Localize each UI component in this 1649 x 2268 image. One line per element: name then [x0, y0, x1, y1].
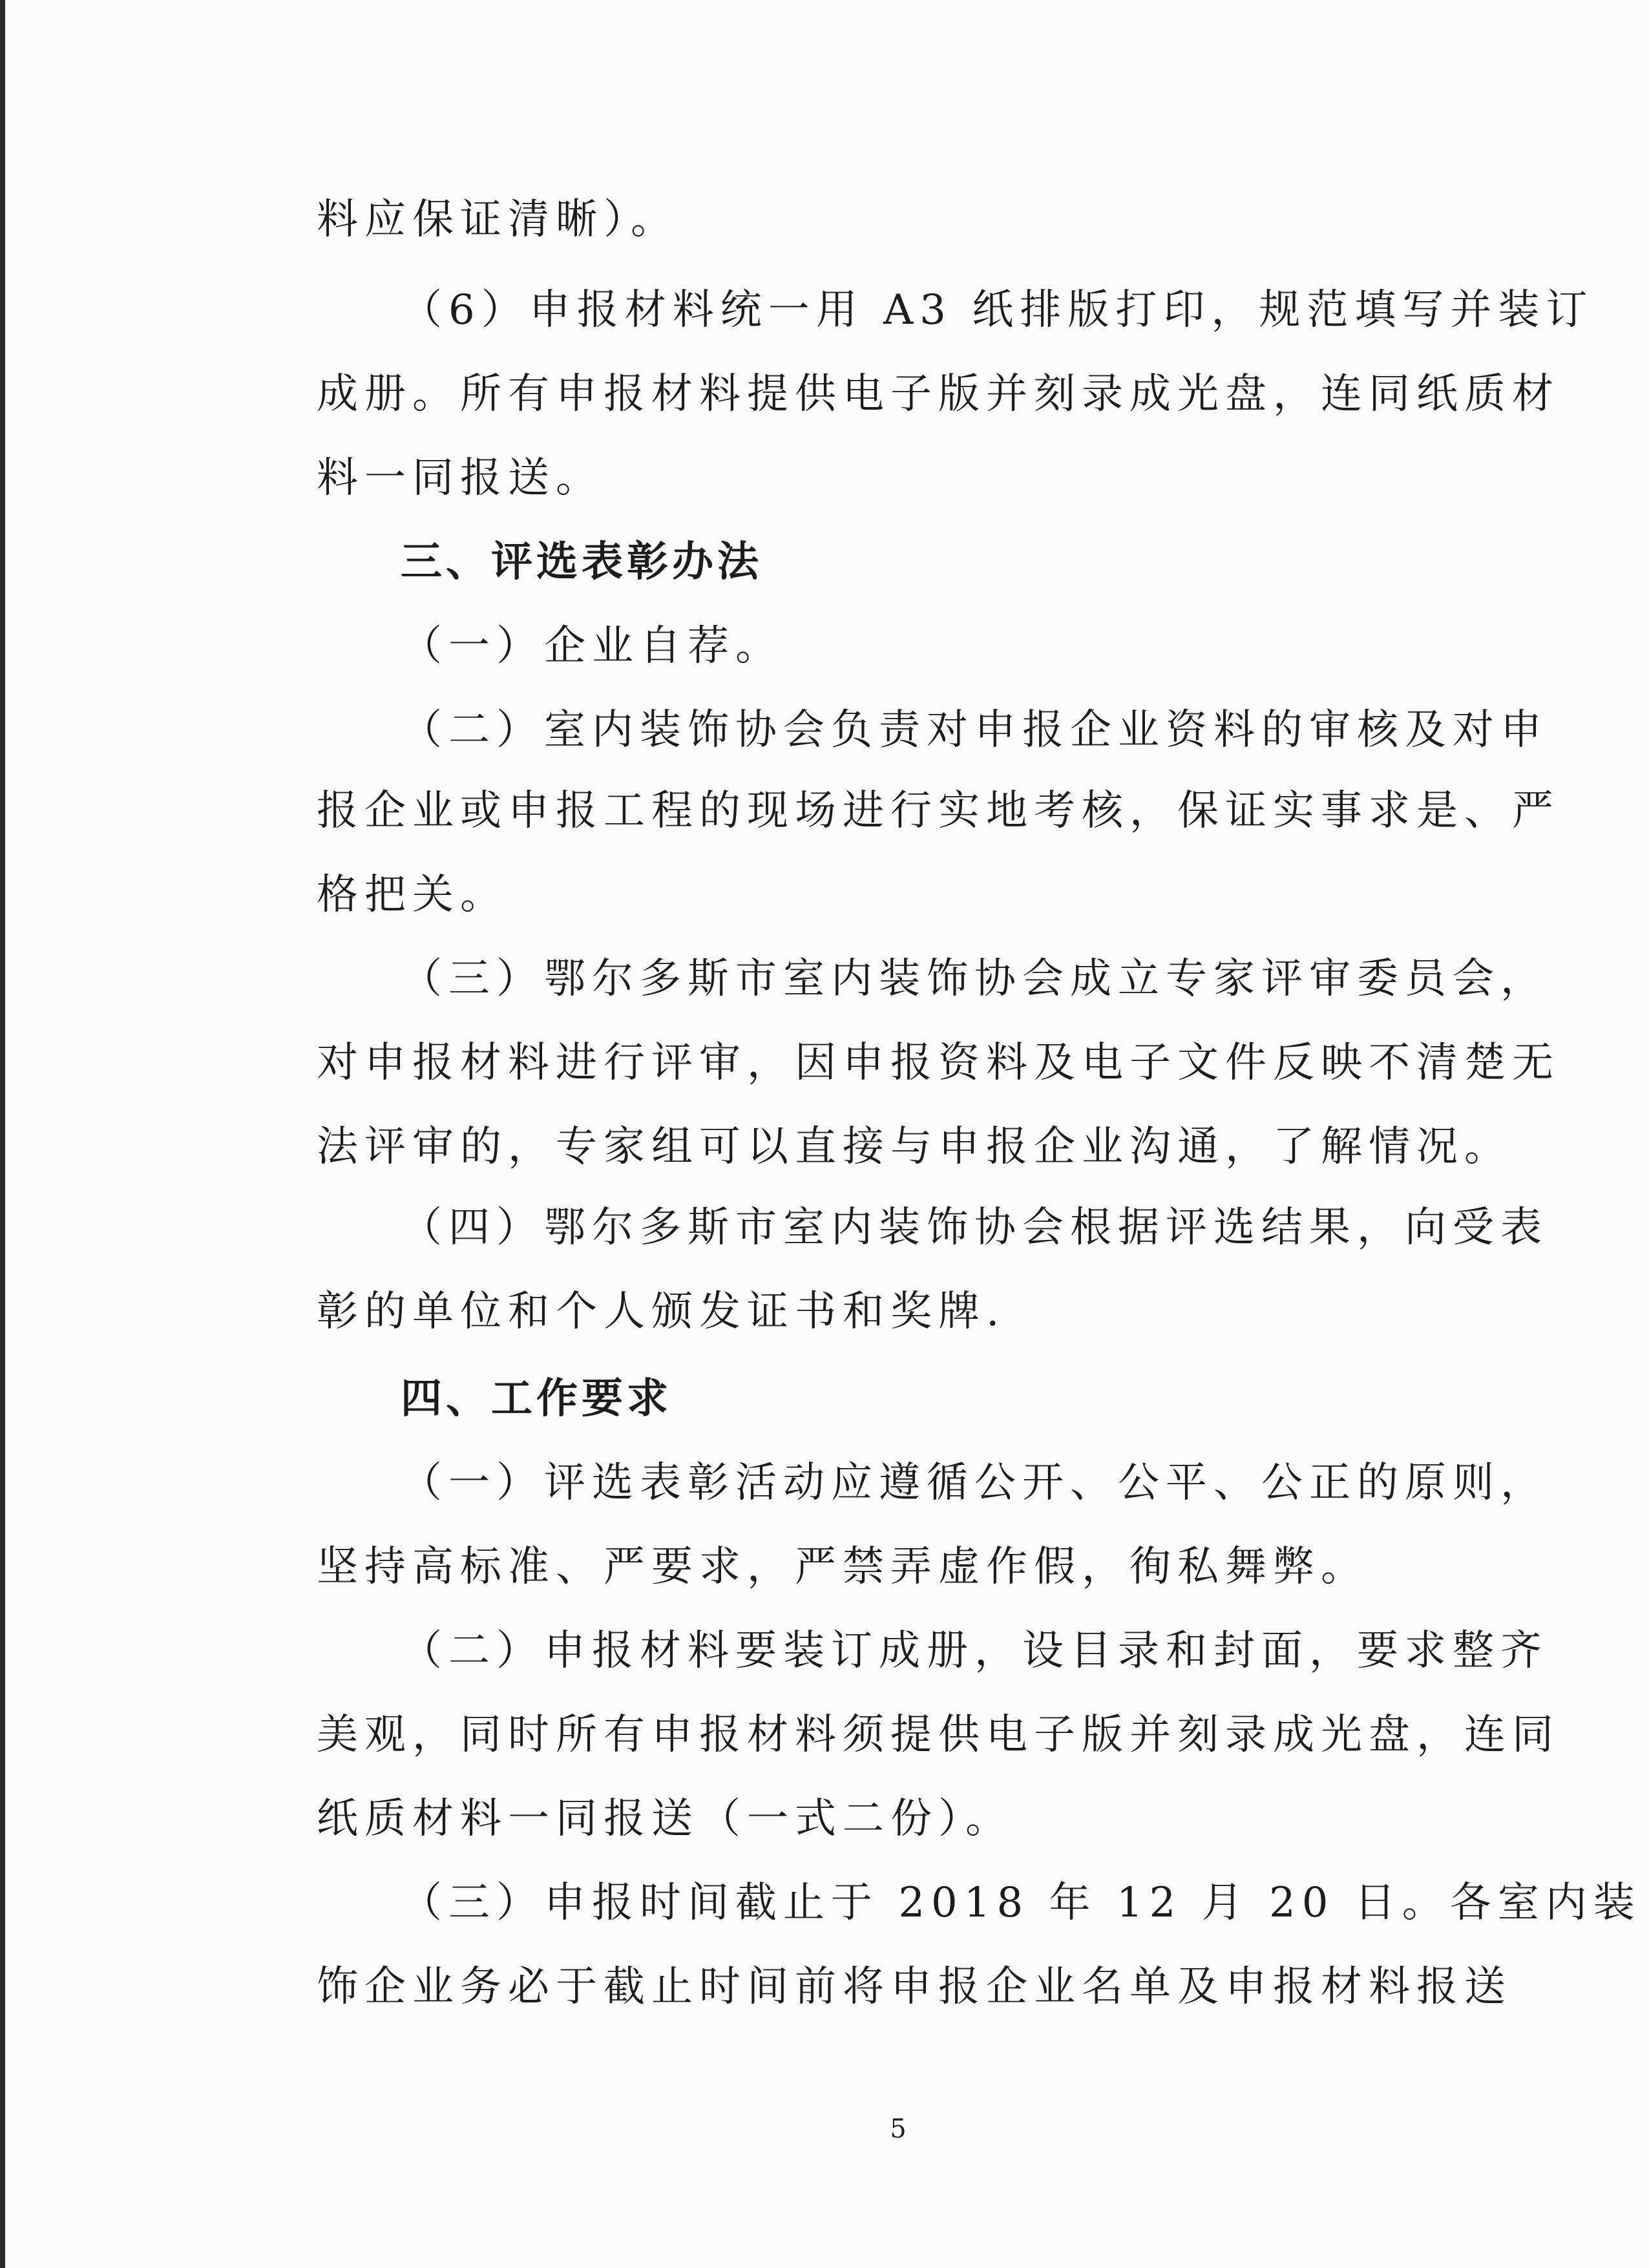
text-line-11: 对申报材料进行评审，因申报资料及电子文件反映不清楚无 [317, 1039, 1560, 1087]
text-line-17: 坚持高标准、严要求，严禁弄虚作假，徇私舞弊。 [317, 1543, 1369, 1591]
text-line-14: 彰的单位和个人颁发证书和奖牌. [317, 1288, 1006, 1336]
text-line-13: （四）鄂尔多斯市室内装饰协会根据评选结果，向受表 [401, 1204, 1548, 1252]
text-line-7: （二）室内装饰协会负责对申报企业资料的审核及对申 [401, 706, 1548, 754]
text-line-18: （二）申报材料要装订成册，设目录和封面，要求整齐 [401, 1627, 1548, 1675]
text-line-4: 料一同报送。 [317, 454, 604, 502]
text-line-12: 法评审的，专家组可以直接与申报企业沟通，了解情况。 [317, 1123, 1512, 1171]
text-line-16: （一）评选表彰活动应遵循公开、公平、公正的原则， [401, 1459, 1548, 1507]
text-line-1: 料应保证清晰）。 [317, 196, 678, 244]
text-line-22: 饰企业务必于截止时间前将申报企业名单及申报材料报送 [317, 1963, 1512, 2011]
text-line-2: （6）申报材料统一用 A3 纸排版打印，规范填写并装订 [401, 286, 1594, 334]
page-number: 5 [890, 2114, 907, 2144]
text-line-8: 报企业或申报工程的现场进行实地考核，保证实事求是、严 [317, 787, 1560, 835]
text-line-9: 格把关。 [317, 871, 508, 919]
text-line-20: 纸质材料一同报送（一式二份）。 [317, 1795, 1013, 1843]
text-line-21: （三）申报时间截止于 2018 年 12 月 20 日。各室内装 [401, 1879, 1641, 1927]
text-line-10: （三）鄂尔多斯市室内装饰协会成立专家评审委员会， [401, 955, 1548, 1003]
section-heading-4: 四、工作要求 [401, 1375, 672, 1423]
section-heading-3: 三、评选表彰办法 [401, 538, 762, 586]
text-line-19: 美观，同时所有申报材料须提供电子版并刻录成光盘，连同 [317, 1711, 1560, 1759]
text-line-6: （一）企业自荐。 [401, 622, 783, 670]
text-line-3: 成册。所有申报材料提供电子版并刻录成光盘，连同纸质材 [317, 370, 1560, 418]
